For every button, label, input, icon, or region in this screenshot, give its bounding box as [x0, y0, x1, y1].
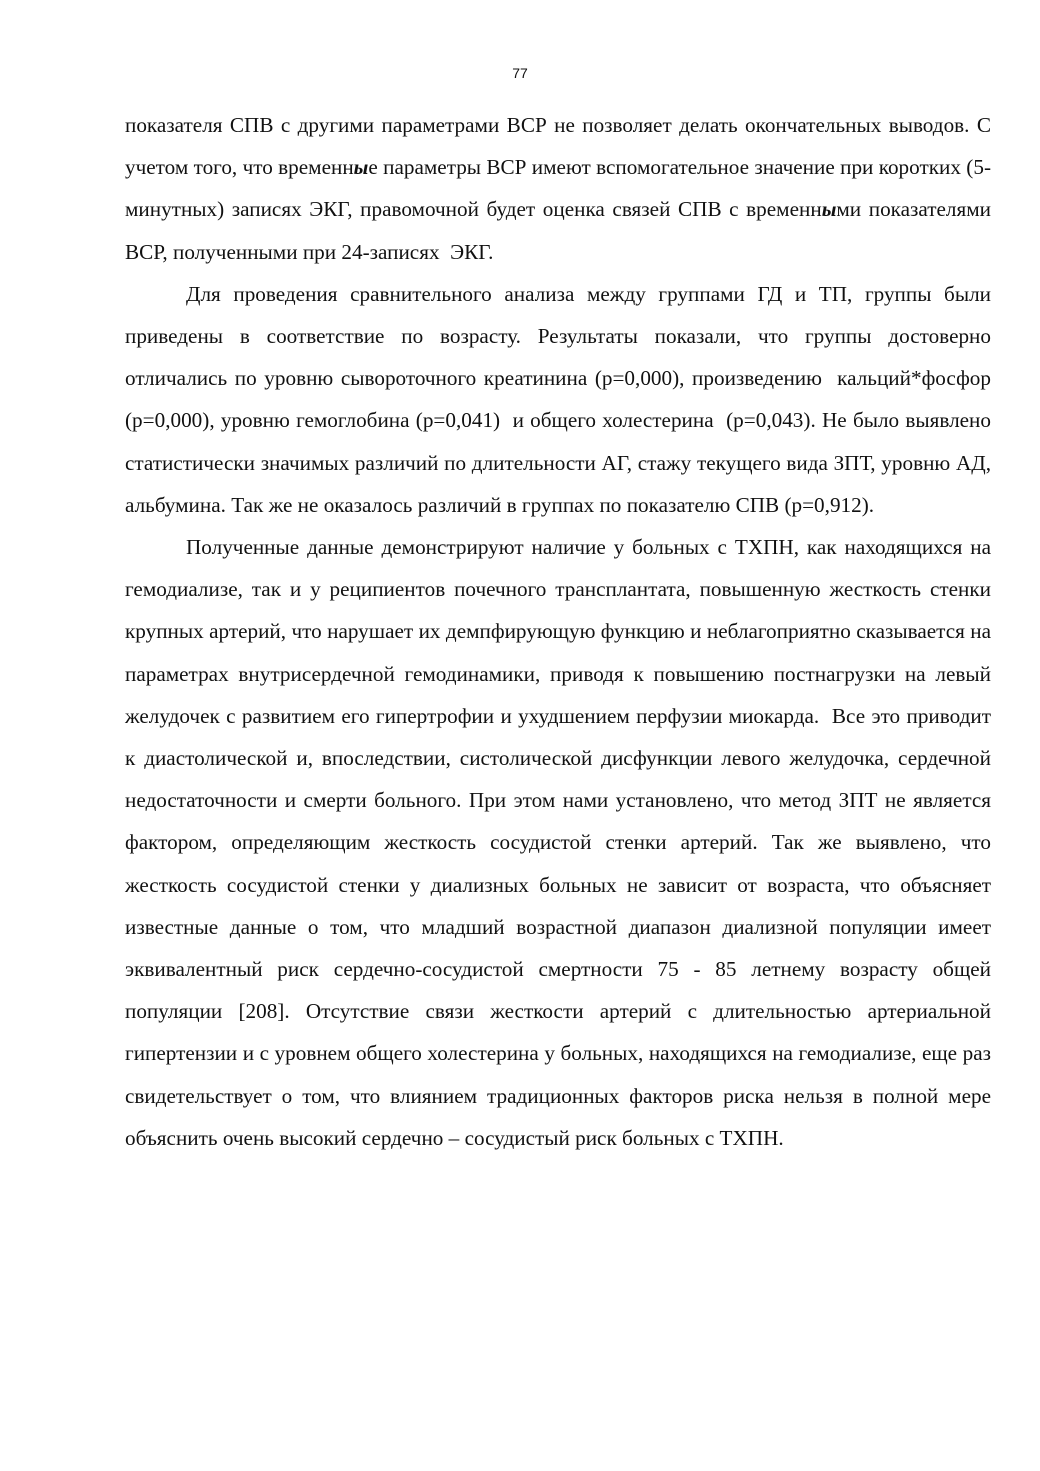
- document-body: [125, 104, 997, 1159]
- paragraph-1-text-a: показателя СПВ с другими параметрами ВСР не позволяет делать окончательных выводов. С учетом того, что временн: [125, 113, 997, 180]
- paragraph-1-text-c: ми показателями ВСР, полученными при 24-записях ЭКГ.: [125, 197, 997, 264]
- paragraph-1-text-b: е параметры ВСР имеют вспомогательное значение при коротких (5-минутных) записях ЭКГ, правомочной будет оценка связей СПВ с временн: [125, 155, 992, 222]
- paragraph-3: Полученные данные демонстрируют наличие у больных с ТХПН, как находящихся на гемодиализе, так и у реципиентов почечного трансплантата, повышенную жесткость стенки крупных артерий, что нарушает их демпфирующую функцию и неблагоприятно сказывается на параметрах внутрисердечной гемодинамики, приводя к повышению постнагрузки на левый желудочек с развитием его гипертрофии и ухудшением перфузии миокарда. Все это приводит к диастолической и, впоследствии, систолической дисфункции левого желудочка, сердечной недостаточности и смерти больного. При этом нами установлено, что метод ЗПТ не является фактором, определяющим жесткость сосудистой стенки артерий. Так же выявлено, что жесткость сосудистой стенки у диализных больных не зависит от возраста, что объясняет известные данные о том, что младший возрастной диапазон диализной популяции имеет эквивалентный риск сердечно-сосудистой смертности 75 - 85 летнему возрасту общей популяции [208]. Отсутствие связи жесткости артерий с длительностью артериальной гипертензии и с уровнем общего холестерина у больных, находящихся на гемодиализе, еще раз свидетельствует о том, что влиянием традиционных факторов риска нельзя в полной мере объяснить очень высокий сердечно – сосудистый риск больных с ТХПН.: [125, 535, 997, 1150]
- paragraph-1: [125, 104, 997, 273]
- paragraph-2: Для проведения сравнительного анализа между группами ГД и ТП, группы были приведены в соответствие по возрасту. Результаты показали, что группы достоверно отличались по уровню сывороточного креатинина (р=0,000), произведению кальций*фосфор (р=0,000), уровню гемоглобина (р=0,041) и общего холестерина (р=0,043). Не было выявлено статистически значимых различий по длительности АГ, стажу текущего вида ЗПТ, уровню АД, альбумина. Так же не оказалось различий в группах по показателю СПВ (р=0,912).: [125, 281, 997, 517]
- emphasized-letter: ы: [821, 197, 837, 222]
- page-number: 77: [512, 65, 528, 81]
- emphasized-letter: ы: [353, 155, 369, 180]
